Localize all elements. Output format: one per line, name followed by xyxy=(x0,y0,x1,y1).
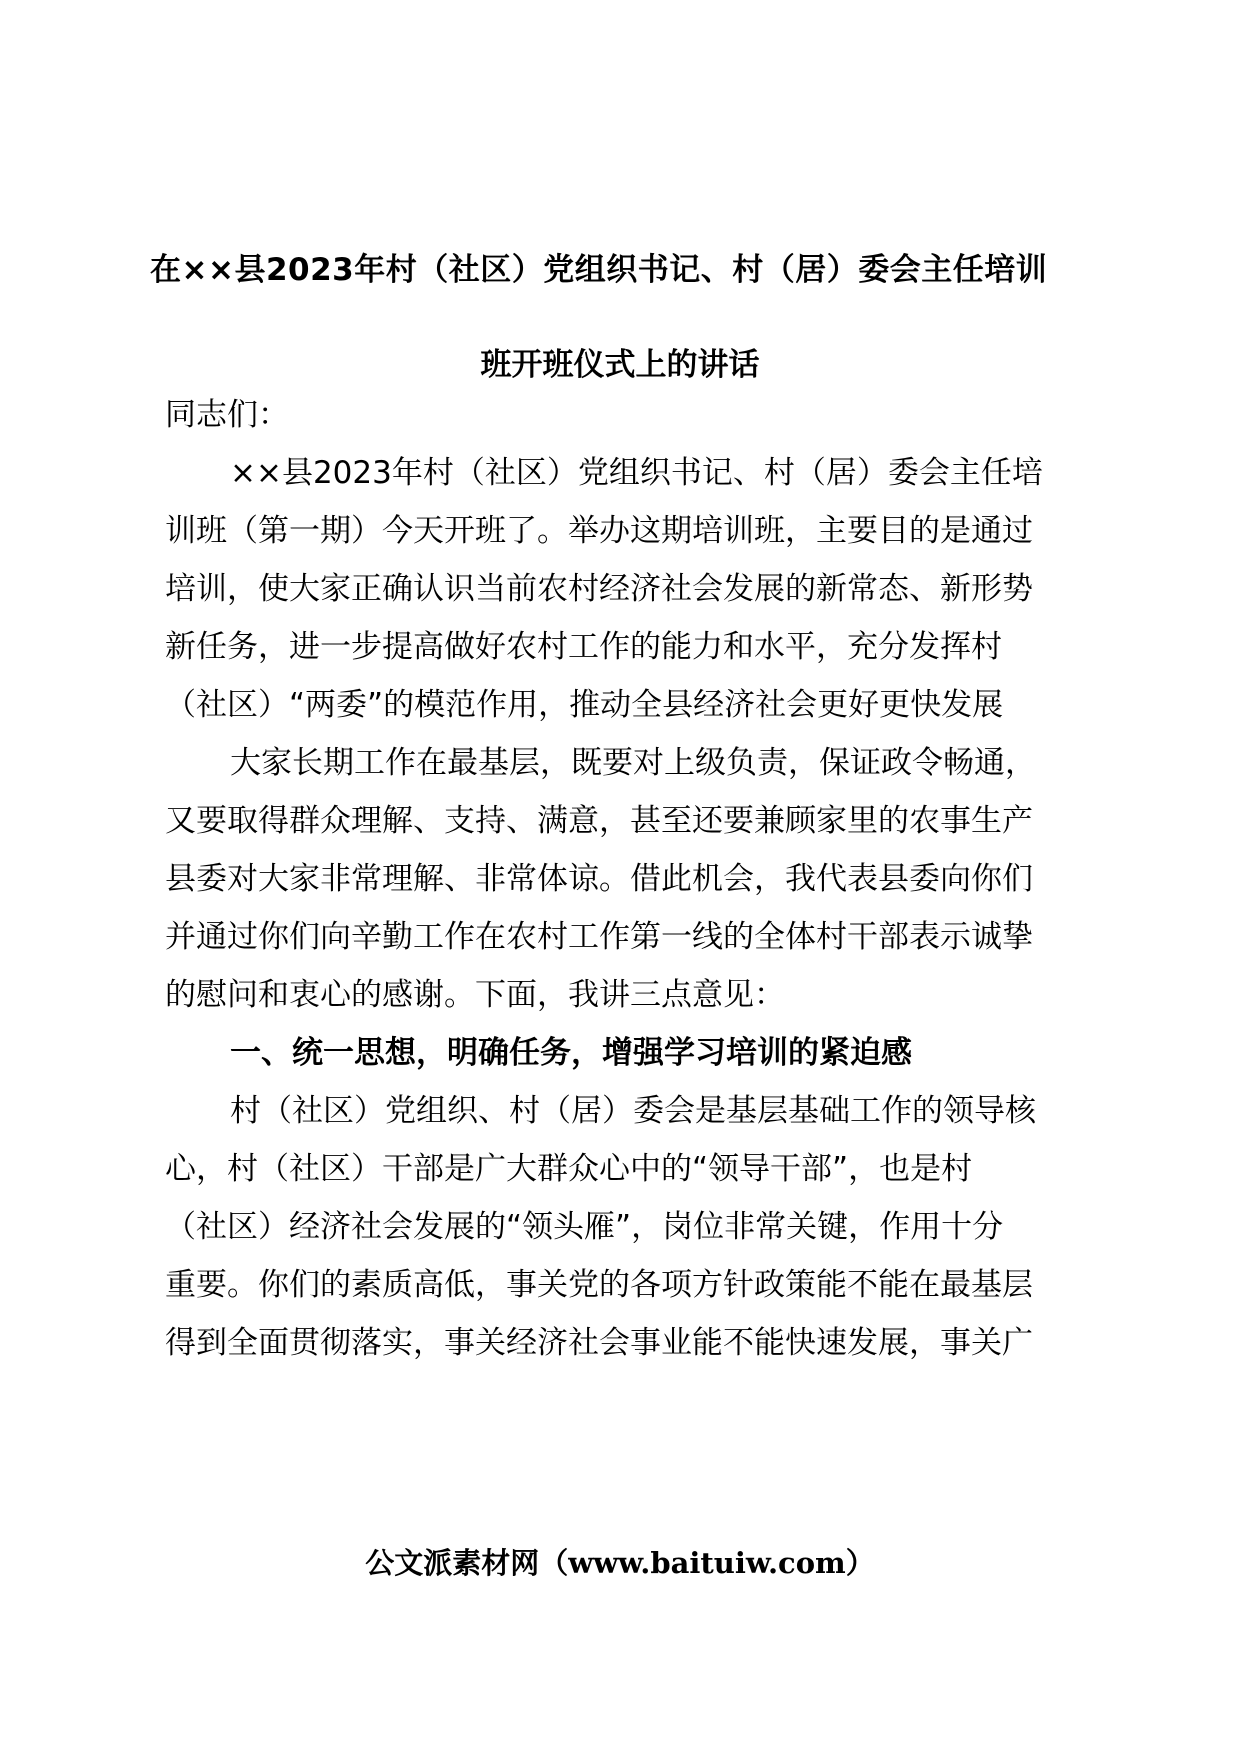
paragraph-1-line-3: 培训，使大家正确认识当前农村经济社会发展的新常态、新形势 xyxy=(165,571,1033,607)
document-title-line-2: 班开班仪式上的讲话 xyxy=(480,347,760,383)
document-title-line-1: 在××县2023年村（社区）党组织书记、村（居）委会主任培训 xyxy=(150,252,1048,288)
paragraph-3-line-4: 重要。你们的素质高低，事关党的各项方针政策能不能在最基层 xyxy=(165,1267,1033,1303)
paragraph-1-line-2: 训班（第一期）今天开班了。举办这期培训班，主要目的是通过 xyxy=(165,513,1033,549)
salutation: 同志们： xyxy=(165,397,289,433)
footer-watermark: 公文派素材网（www.baituiw.com） xyxy=(365,1546,875,1580)
paragraph-3-line-2: 心，村（社区）干部是广大群众心中的“领导干部”，也是村 xyxy=(165,1151,973,1187)
section-1-heading: 一、统一思想，明确任务，增强学习培训的紧迫感 xyxy=(230,1035,912,1071)
paragraph-2-line-2: 又要取得群众理解、支持、满意，甚至还要兼顾家里的农事生产 xyxy=(165,803,1033,839)
paragraph-2-line-5: 的慰问和衷心的感谢。下面，我讲三点意见： xyxy=(165,977,785,1013)
paragraph-3-line-1: 村（社区）党组织、村（居）委会是基层基础工作的领导核 xyxy=(230,1093,1036,1129)
paragraph-2-line-1: 大家长期工作在最基层，既要对上级负责，保证政令畅通， xyxy=(230,745,1036,781)
paragraph-1-line-4: 新任务，进一步提高做好农村工作的能力和水平，充分发挥村 xyxy=(165,629,1002,665)
paragraph-2-line-4: 并通过你们向辛勤工作在农村工作第一线的全体村干部表示诚挚 xyxy=(165,919,1033,955)
paragraph-3-line-3: （社区）经济社会发展的“领头雁”，岗位非常关键，作用十分 xyxy=(165,1209,1004,1245)
paragraph-1-line-5: （社区）“两委”的模范作用，推动全县经济社会更好更快发展 xyxy=(165,687,1004,723)
paragraph-3-line-5: 得到全面贯彻落实，事关经济社会事业能不能快速发展，事关广 xyxy=(165,1325,1033,1361)
paragraph-1-line-1: ××县2023年村（社区）党组织书记、村（居）委会主任培 xyxy=(230,455,1043,491)
paragraph-2-line-3: 县委对大家非常理解、非常体谅。借此机会，我代表县委向你们 xyxy=(165,861,1033,897)
